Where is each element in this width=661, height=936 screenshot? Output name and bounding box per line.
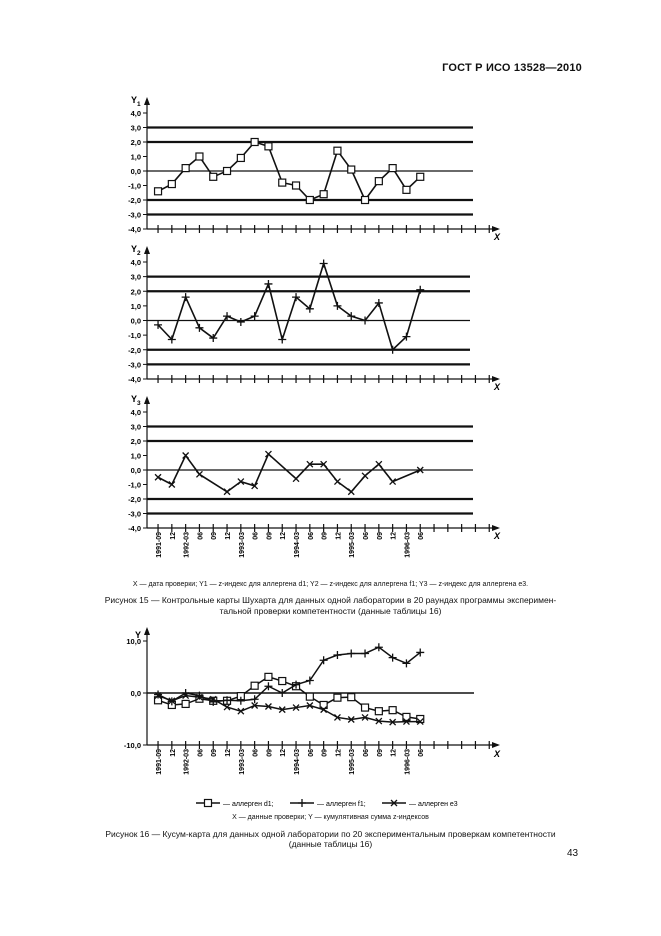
- data-point: [168, 181, 175, 188]
- series-e3: [155, 693, 423, 726]
- figure15-legend: X — дата проверки; Y1 — z-индекс для аллергена d1; Y2 — z-индекс для аллергена f1; Y3 — z-индекс для аллергена e3.: [132, 581, 529, 588]
- y-axis-label-subscript: 3: [137, 400, 141, 407]
- data-point: [348, 489, 354, 495]
- y-tick-label: -1,0: [128, 331, 141, 341]
- y-tick-label: -3,0: [128, 509, 141, 519]
- data-point: [348, 166, 355, 173]
- data-point: [333, 651, 341, 659]
- x-axis-label: X: [494, 382, 501, 392]
- y-tick-label: 2,0: [130, 138, 141, 147]
- data-point: [265, 673, 272, 680]
- x-tick-label: 06: [363, 532, 371, 540]
- data-point: [417, 173, 424, 180]
- data-point: [251, 682, 258, 689]
- x-tick-label: 12: [390, 532, 398, 540]
- standard-header: ГОСТ Р ИСО 13528—2010: [442, 62, 582, 74]
- y-tick-label: -3,0: [128, 360, 141, 370]
- x-tick-label: 06: [252, 749, 260, 757]
- y-tick-label: -2,0: [128, 196, 141, 205]
- data-point: [182, 165, 189, 172]
- data-point: [251, 312, 259, 320]
- legend-label-f1: — аллерген f1;: [317, 801, 366, 808]
- x-axis-label: X: [494, 232, 501, 242]
- x-tick-label: 1995-03: [349, 532, 357, 558]
- y-axis-label: Y: [131, 244, 138, 254]
- x-tick-label: 12: [280, 532, 288, 540]
- y-tick-label: -2,0: [128, 345, 141, 355]
- data-point: [334, 694, 341, 701]
- page-number: 43: [567, 848, 579, 859]
- legend-item-f1: [290, 799, 366, 808]
- y-tick-label: -4,0: [128, 375, 141, 384]
- y-axis-arrow: [144, 396, 150, 404]
- data-point: [375, 708, 382, 715]
- y-tick-label: 4,0: [130, 258, 141, 267]
- x-tick-label: 12: [169, 532, 177, 540]
- data-point: [183, 453, 189, 459]
- data-point: [362, 704, 369, 711]
- y-tick-label: 3,0: [130, 272, 141, 282]
- x-tick-label: 06: [197, 532, 205, 540]
- figure16-axes-note: X — данные проверки; Y — кумулятивная сумма z-индексов: [232, 814, 429, 821]
- y-axis-label-subscript: 2: [137, 250, 141, 257]
- series-d1: [155, 673, 424, 722]
- x-tick-label: 1993-03: [238, 749, 246, 775]
- data-point: [389, 707, 396, 714]
- x-axis-label: X: [494, 531, 501, 541]
- data-point: [320, 259, 328, 267]
- x-tick-label: 09: [211, 749, 219, 757]
- x-tick-label: 06: [307, 532, 315, 540]
- x-tick-label: 09: [321, 749, 329, 757]
- data-point: [265, 143, 272, 150]
- data-point: [293, 476, 299, 482]
- data-point: [196, 153, 203, 160]
- y-tick-label: 3,0: [130, 123, 141, 133]
- cusum-chart: [124, 627, 501, 775]
- data-point: [334, 147, 341, 154]
- figure16-x-tick-labels: [156, 749, 425, 775]
- data-point: [362, 197, 369, 204]
- y-axis-arrow: [144, 627, 150, 635]
- x-tick-label: 1995-03: [349, 749, 357, 775]
- figure16-legend: [0, 797, 661, 809]
- figure15-caption: [0, 595, 661, 617]
- data-point: [237, 154, 244, 161]
- y-tick-label: 2,0: [130, 437, 141, 446]
- x-tick-label: 12: [225, 532, 233, 540]
- y-tick-label: -1,0: [128, 480, 141, 490]
- square-marker-icon: [205, 800, 212, 807]
- control-chart-1: [128, 95, 501, 242]
- x-axis-arrow: [492, 742, 500, 748]
- data-point: [362, 473, 368, 479]
- figure15-caption-line2: тальной проверки компетентности (данные таблицы 16): [219, 606, 442, 616]
- x-tick-label: 12: [225, 749, 233, 757]
- figure15-x-tick-labels: [156, 532, 425, 558]
- y-axis-label-subscript: 1: [137, 101, 141, 108]
- data-point: [347, 649, 355, 657]
- legend-item-e3: [382, 800, 458, 808]
- y-axis-label: Y: [131, 95, 138, 105]
- x-tick-label: 06: [307, 749, 315, 757]
- data-point: [293, 182, 300, 189]
- x-tick-label: 09: [321, 532, 329, 540]
- y-axis-arrow: [144, 246, 150, 254]
- x-tick-label: 1996-03: [404, 749, 412, 775]
- data-point: [306, 197, 313, 204]
- y-tick-label: 3,0: [130, 422, 141, 432]
- x-tick-label: 12: [280, 749, 288, 757]
- x-tick-label: 1991-09: [156, 749, 164, 775]
- x-tick-label: 09: [266, 749, 274, 757]
- x-tick-label: 1994-03: [294, 749, 302, 775]
- data-point: [210, 173, 217, 180]
- x-tick-label: 1991-09: [156, 532, 164, 558]
- y-tick-label: -3,0: [128, 210, 141, 220]
- data-point: [224, 489, 230, 495]
- x-tick-label: 12: [335, 749, 343, 757]
- x-tick-label: 06: [197, 749, 205, 757]
- data-point: [237, 318, 245, 326]
- x-tick-label: 09: [266, 532, 274, 540]
- data-point: [334, 479, 340, 485]
- data-point: [182, 293, 190, 301]
- data-point: [416, 286, 424, 294]
- data-point: [376, 461, 382, 467]
- x-tick-label: 1996-03: [404, 532, 412, 558]
- y-tick-label: 1,0: [130, 301, 141, 311]
- x-tick-label: 09: [376, 532, 384, 540]
- data-point: [265, 451, 271, 457]
- data-point: [389, 165, 396, 172]
- y-tick-label: 4,0: [130, 109, 141, 118]
- x-tick-label: 1993-03: [238, 532, 246, 558]
- data-point: [155, 188, 162, 195]
- data-point: [279, 179, 286, 186]
- x-tick-label: 1994-03: [294, 532, 302, 558]
- data-point: [169, 482, 175, 488]
- figure15-caption-line1: Рисунок 15 — Контрольные карты Шухарта для данных одной лаборатории в 20 раундах программы эксперимен-: [104, 595, 557, 605]
- figure16-caption-line2: (данные таблицы 16): [288, 839, 373, 849]
- data-point: [361, 649, 369, 657]
- y-tick-label: 4,0: [130, 408, 141, 417]
- x-tick-label: 06: [418, 532, 426, 540]
- y-tick-label: 1,0: [130, 451, 141, 461]
- data-point: [278, 689, 286, 697]
- control-chart-3: [128, 394, 501, 541]
- data-point: [403, 186, 410, 193]
- x-tick-label: 09: [376, 749, 384, 757]
- data-point: [278, 336, 286, 344]
- y-axis-label: Y: [131, 394, 138, 404]
- y-tick-label: 0,0: [130, 466, 141, 475]
- y-tick-label: -4,0: [128, 225, 141, 234]
- control-chart-2: [128, 244, 501, 392]
- y-tick-label: -2,0: [128, 495, 141, 504]
- data-point: [196, 471, 202, 477]
- plus-marker-icon: [298, 799, 306, 807]
- x-tick-label: 06: [363, 749, 371, 757]
- x-tick-label: 1992-03: [183, 532, 191, 558]
- legend-label-e3: — аллерген e3: [409, 801, 458, 808]
- y-tick-label: 0,0: [130, 316, 141, 326]
- x-axis-label: X: [494, 749, 501, 759]
- x-tick-label: 12: [390, 749, 398, 757]
- y-tick-label: -1,0: [128, 181, 141, 191]
- x-tick-label: 09: [211, 532, 219, 540]
- data-point: [375, 178, 382, 185]
- data-point: [182, 700, 189, 707]
- legend-label-d1: — аллерген d1;: [223, 801, 274, 808]
- data-point: [264, 280, 272, 288]
- x-tick-label: 06: [252, 532, 260, 540]
- y-tick-label: 0,0: [130, 689, 141, 698]
- legend-item-d1: [196, 800, 274, 809]
- x-tick-label: 06: [418, 749, 426, 757]
- x-tick-label: 1992-03: [183, 749, 191, 775]
- y-tick-label: 0,0: [130, 167, 141, 176]
- figure16-caption-line1: Рисунок 16 — Кусум-карта для данных одной лаборатории по 20 экспериментальным проверкам компетентности: [105, 829, 556, 839]
- data-point: [390, 479, 396, 485]
- y-tick-label: -10,0: [123, 741, 141, 750]
- x-tick-label: 12: [335, 532, 343, 540]
- data-point: [320, 191, 327, 198]
- data-point: [223, 312, 231, 320]
- x-tick-label: 12: [169, 749, 177, 757]
- y-axis-arrow: [144, 97, 150, 105]
- y-tick-label: -4,0: [128, 524, 141, 533]
- y-tick-label: 2,0: [130, 287, 141, 297]
- data-point: [306, 693, 313, 700]
- y-tick-label: 10,0: [126, 637, 141, 646]
- y-tick-label: 1,0: [130, 152, 141, 162]
- data-point: [251, 139, 258, 146]
- y-axis-label: Y: [135, 630, 142, 640]
- data-point: [348, 694, 355, 701]
- data-point: [224, 168, 231, 175]
- data-point: [279, 678, 286, 685]
- data-point: [155, 474, 161, 480]
